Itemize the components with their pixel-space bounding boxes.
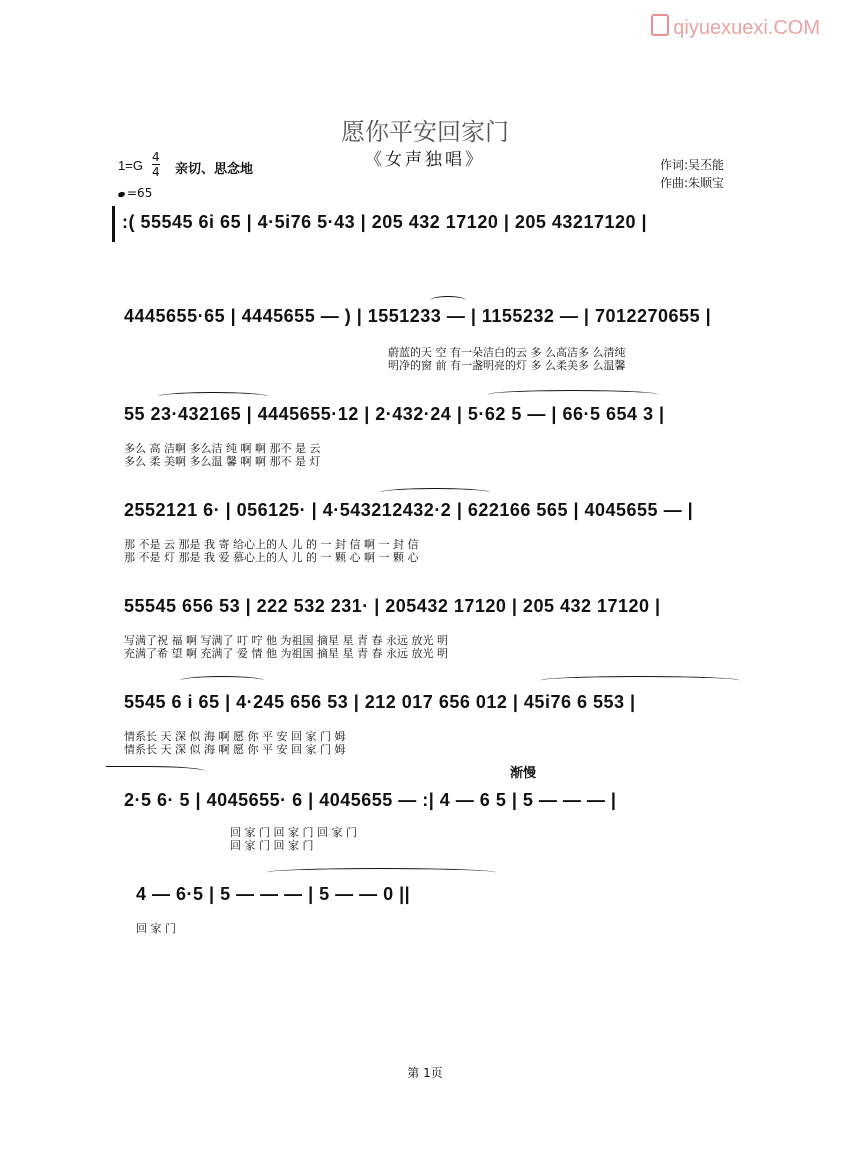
- notes-row-6: 5545 6 i 65 | 4·245 656 53 | 212 017 656 012 | 45i76 6 553 |: [124, 692, 636, 712]
- watermark-text: qiyuexuexi.COM: [673, 17, 820, 39]
- meter-top: 4: [152, 150, 160, 164]
- slur: [180, 676, 264, 685]
- slur: [430, 296, 466, 305]
- composer-credit: 作曲:朱顺宝: [660, 176, 725, 190]
- slur: [106, 766, 206, 775]
- lyric-row-8-verse-1: 回 家 门: [136, 922, 176, 935]
- watermark: [651, 14, 820, 40]
- notes-row-7: 2·5 6· 5 | 4045655· 6 | 4045655 — :| 4 — 6 5 | 5 — — — |: [124, 790, 617, 810]
- quarter-note-icon: [117, 191, 125, 198]
- lyric-row-5-verse-2: 充满了希 望 啊 充满了 爱 情 他 为祖国 摘星 星 青 春 永远 放光 明: [124, 647, 448, 660]
- song-subtitle: 《女声独唱》: [365, 150, 485, 170]
- mood-marking: 亲切、思念地: [175, 162, 254, 177]
- notes-row-1: :( 55545 6i 65 | 4·5i76 5·43 | 205 432 17120 | 205 43217120 |: [122, 212, 648, 232]
- song-title: 愿你平安回家门: [341, 118, 509, 146]
- slur: [380, 488, 490, 497]
- lyric-row-3-verse-2: 多么 柔 美啊 多么温 馨 啊 啊 那不 是 灯: [124, 455, 321, 468]
- tempo-marking: [118, 186, 152, 200]
- page-number: 第 1页: [407, 1066, 443, 1080]
- lyric-row-6-verse-2: 情系长 天 深 似 海 啊 愿 你 平 安 回 家 门 姆: [124, 743, 346, 756]
- lyricist-credit: 作词:吴丕能: [660, 158, 725, 172]
- notes-row-2: 4445655·65 | 4445655 — ) | 1551233 — | 1155232 — | 7012270655 |: [124, 306, 712, 326]
- start-repeat-barline: [112, 206, 115, 242]
- lyric-row-4-verse-1: 那 不是 云 那是 我 寄 给心上的人 儿 的 一 封 信 啊 一 封 信: [124, 538, 419, 551]
- notes-row-8: 4 — 6·5 | 5 — — — | 5 — — 0 ||: [136, 884, 411, 904]
- lyric-row-7-verse-2: 回 家 门 回 家 门: [230, 839, 314, 852]
- tempo-value: =65: [127, 186, 153, 200]
- lyric-row-2-verse-1: 蔚蓝的天 空 有一朵洁白的云 多 么高洁多 么清纯: [388, 346, 626, 359]
- watermark-logo-icon: [651, 14, 669, 36]
- slur: [488, 390, 658, 399]
- slur: [266, 868, 496, 877]
- time-signature: [152, 150, 160, 179]
- lyric-row-3-verse-1: 多么 高 洁啊 多么洁 纯 啊 啊 那不 是 云: [124, 442, 321, 455]
- key-signature: 1=G: [118, 158, 143, 173]
- ritardando-marking: 渐慢: [510, 766, 537, 781]
- meter-bottom: 4: [152, 165, 160, 179]
- lyric-row-4-verse-2: 那 不是 灯 那是 我 爱 慕心上的人 儿 的 一 颗 心 啊 一 颗 心: [124, 551, 419, 564]
- slur: [540, 676, 740, 685]
- lyric-row-2-verse-2: 明净的窗 前 有一盏明亮的灯 多 么柔美多 么温馨: [388, 359, 626, 372]
- notes-row-4: 2552121 6· | 056125· | 4·543212432·2 | 622166 565 | 4045655 — |: [124, 500, 694, 520]
- lyric-row-7-verse-1: 回 家 门 回 家 门 回 家 门: [230, 826, 357, 839]
- notes-row-3: 55 23·432165 | 4445655·12 | 2·432·24 | 5·62 5 — | 66·5 654 3 |: [124, 404, 665, 424]
- notes-row-5: 55545 656 53 | 222 532 231· | 205432 17120 | 205 432 17120 |: [124, 596, 661, 616]
- lyric-row-5-verse-1: 写满了祝 福 啊 写满了 叮 咛 他 为祖国 摘星 星 青 春 永远 放光 明: [124, 634, 448, 647]
- lyric-row-6-verse-1: 情系长 天 深 似 海 啊 愿 你 平 安 回 家 门 姆: [124, 730, 346, 743]
- slur: [158, 392, 268, 401]
